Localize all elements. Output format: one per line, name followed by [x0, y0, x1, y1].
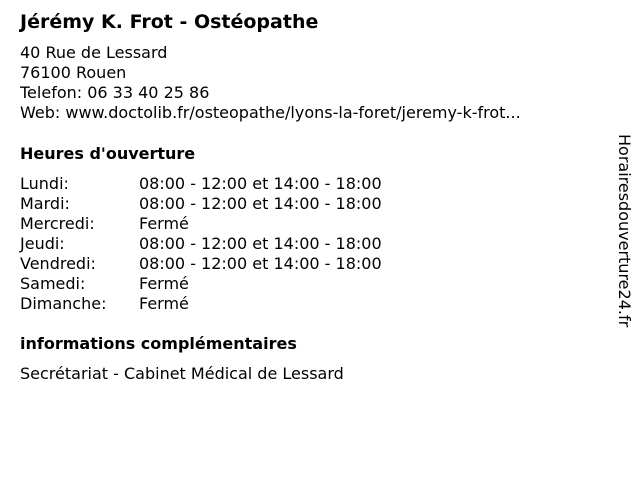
info-heading: informations complémentaires [20, 334, 297, 353]
time-value: 08:00 - 12:00 et 14:00 - 18:00 [139, 174, 382, 193]
day-label: Dimanche: [20, 294, 107, 313]
address-city: 76100 Rouen [20, 63, 127, 82]
time-value: Fermé [139, 294, 189, 313]
time-value: 08:00 - 12:00 et 14:00 - 18:00 [139, 234, 382, 253]
day-label: Jeudi: [20, 234, 65, 253]
time-value: 08:00 - 12:00 et 14:00 - 18:00 [139, 194, 382, 213]
time-value: Fermé [139, 214, 189, 233]
website-link[interactable]: Web: www.doctolib.fr/osteopathe/lyons-la-foret/jeremy-k-frot... [20, 103, 521, 122]
time-value: Fermé [139, 274, 189, 293]
day-label: Samedi: [20, 274, 86, 293]
day-label: Lundi: [20, 174, 69, 193]
day-label: Mardi: [20, 194, 70, 213]
phone-number[interactable]: Telefon: 06 33 40 25 86 [20, 83, 210, 102]
address-street: 40 Rue de Lessard [20, 43, 168, 62]
day-label: Mercredi: [20, 214, 95, 233]
day-label: Vendredi: [20, 254, 96, 273]
info-text: Secrétariat - Cabinet Médical de Lessard [20, 364, 344, 383]
time-value: 08:00 - 12:00 et 14:00 - 18:00 [139, 254, 382, 273]
hours-heading: Heures d'ouverture [20, 144, 196, 163]
side-brand-text: Horairesdouverture24.fr [615, 134, 634, 328]
address-block [20, 43, 521, 123]
page-title: Jérémy K. Frot - Ostéopathe [20, 11, 319, 33]
